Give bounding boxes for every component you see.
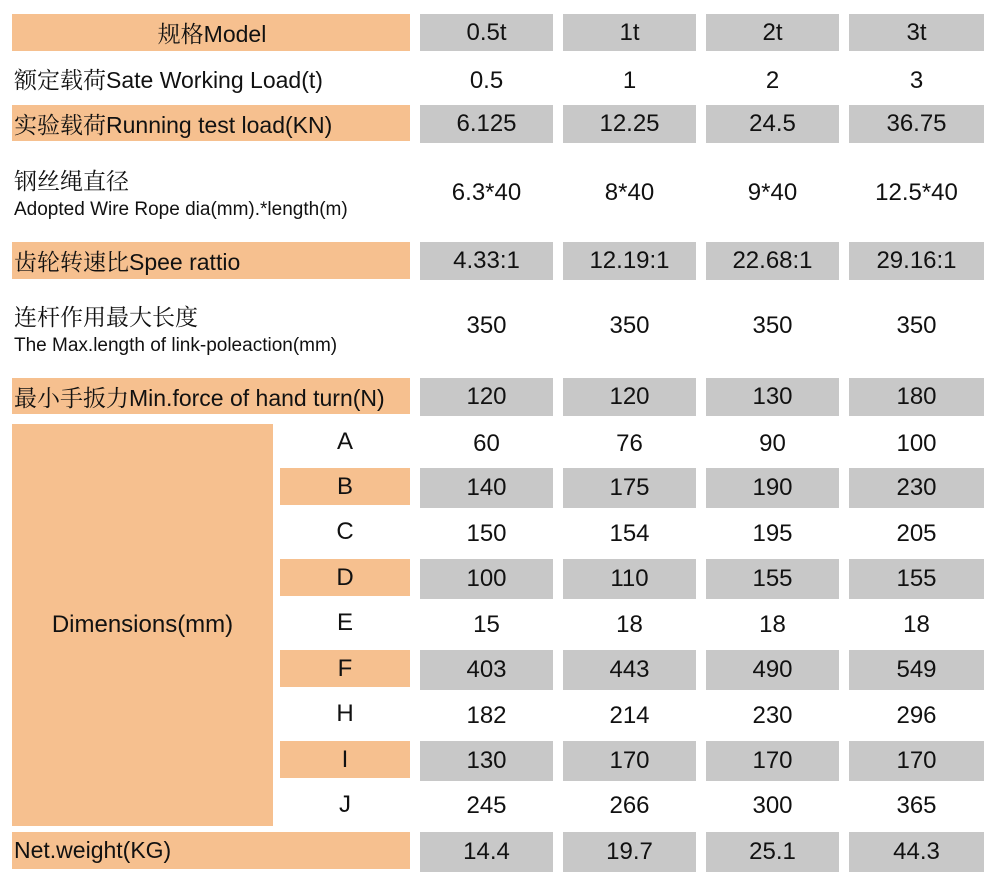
model-header-2t: 2t xyxy=(706,14,839,51)
row-label-safe-working-load: 额定载荷Sate Working Load(t) xyxy=(14,67,323,93)
dimension-key-h: H xyxy=(336,699,354,727)
table-cell: 36.75 xyxy=(849,105,984,143)
table-cell: 120 xyxy=(420,378,553,416)
model-header-label: 规格Model xyxy=(12,14,410,51)
table-cell: 490 xyxy=(706,650,839,690)
dimension-key-b: B xyxy=(280,468,410,505)
table-cell: 12.5*40 xyxy=(875,179,958,206)
table-cell: 12.19:1 xyxy=(563,242,696,280)
row-label-wire-rope-en: Adopted Wire Rope dia(mm).*length(m) xyxy=(14,199,348,220)
table-cell: 154 xyxy=(609,520,650,547)
table-cell: 18 xyxy=(903,611,930,638)
table-cell: 0.5 xyxy=(469,66,504,94)
row-label-net-weight: Net.weight(KG) xyxy=(12,832,410,869)
table-cell: 1 xyxy=(622,66,637,94)
row-label-link-pole-length xyxy=(12,296,410,366)
dimensions-label: Dimensions(mm) xyxy=(12,424,273,826)
dimension-key-e: E xyxy=(336,608,353,636)
row-label-running-test-load: 实验载荷Running test load(KN) xyxy=(12,105,410,141)
model-header-1t: 1t xyxy=(563,14,696,51)
table-cell: 22.68:1 xyxy=(706,242,839,280)
table-cell: 44.3 xyxy=(849,832,984,872)
table-cell: 6.3*40 xyxy=(451,179,522,206)
table-cell: 214 xyxy=(609,702,650,729)
table-cell: 205 xyxy=(896,520,937,547)
dimension-key-d: D xyxy=(280,559,410,596)
table-cell: 6.125 xyxy=(420,105,553,143)
table-cell: 100 xyxy=(420,559,553,599)
table-cell: 190 xyxy=(706,468,839,508)
table-cell: 175 xyxy=(563,468,696,508)
table-cell: 300 xyxy=(752,792,793,819)
model-header-0-5t: 0.5t xyxy=(420,14,553,51)
table-cell: 403 xyxy=(420,650,553,690)
table-cell: 350 xyxy=(752,312,793,339)
table-cell: 230 xyxy=(849,468,984,508)
table-cell: 19.7 xyxy=(563,832,696,872)
dimension-key-f: F xyxy=(280,650,410,687)
table-cell: 170 xyxy=(706,741,839,781)
table-cell: 195 xyxy=(752,520,793,547)
table-cell: 170 xyxy=(849,741,984,781)
table-cell: 90 xyxy=(759,430,786,457)
table-cell: 120 xyxy=(563,378,696,416)
table-cell: 18 xyxy=(759,611,786,638)
table-cell: 182 xyxy=(466,702,507,729)
table-cell: 150 xyxy=(466,520,507,547)
dimension-key-i: I xyxy=(280,741,410,778)
table-cell: 76 xyxy=(616,430,643,457)
table-cell: 9*40 xyxy=(747,179,798,206)
table-cell: 180 xyxy=(849,378,984,416)
model-header-3t: 3t xyxy=(849,14,984,51)
table-cell: 245 xyxy=(466,792,507,819)
table-cell: 2 xyxy=(765,66,780,94)
row-label-speed-ratio: 齿轮转速比Spee rattio xyxy=(12,242,410,279)
table-cell: 549 xyxy=(849,650,984,690)
table-cell: 155 xyxy=(706,559,839,599)
table-cell: 266 xyxy=(609,792,650,819)
table-cell: 155 xyxy=(849,559,984,599)
table-cell: 15 xyxy=(473,611,500,638)
table-cell: 296 xyxy=(896,702,937,729)
table-cell: 170 xyxy=(563,741,696,781)
table-cell: 3 xyxy=(909,66,924,94)
table-cell: 100 xyxy=(896,430,937,457)
table-cell: 24.5 xyxy=(706,105,839,143)
row-label-wire-rope xyxy=(12,160,410,230)
row-label-link-pole-en: The Max.length of link-poleaction(mm) xyxy=(14,335,338,356)
table-cell: 110 xyxy=(563,559,696,599)
table-cell: 12.25 xyxy=(563,105,696,143)
table-cell: 29.16:1 xyxy=(849,242,984,280)
dimension-key-a: A xyxy=(336,427,353,455)
row-label-link-pole-cn: 连杆作用最大长度 xyxy=(14,304,198,330)
table-cell: 18 xyxy=(616,611,643,638)
table-cell: 25.1 xyxy=(706,832,839,872)
table-cell: 230 xyxy=(752,702,793,729)
table-cell: 14.4 xyxy=(420,832,553,872)
row-label-min-hand-force: 最小手扳力Min.force of hand turn(N) xyxy=(12,378,410,414)
table-cell: 4.33:1 xyxy=(420,242,553,280)
table-cell: 60 xyxy=(473,430,500,457)
row-label-wire-rope-cn: 钢丝绳直径 xyxy=(14,168,129,194)
dimension-key-c: C xyxy=(336,517,354,545)
dimension-key-j: J xyxy=(339,790,351,818)
table-cell: 365 xyxy=(896,792,937,819)
table-cell: 443 xyxy=(563,650,696,690)
table-cell: 350 xyxy=(609,312,650,339)
table-cell: 350 xyxy=(896,312,937,339)
table-cell: 130 xyxy=(420,741,553,781)
table-cell: 8*40 xyxy=(604,179,655,206)
table-cell: 130 xyxy=(706,378,839,416)
table-cell: 350 xyxy=(466,312,507,339)
table-cell: 140 xyxy=(420,468,553,508)
